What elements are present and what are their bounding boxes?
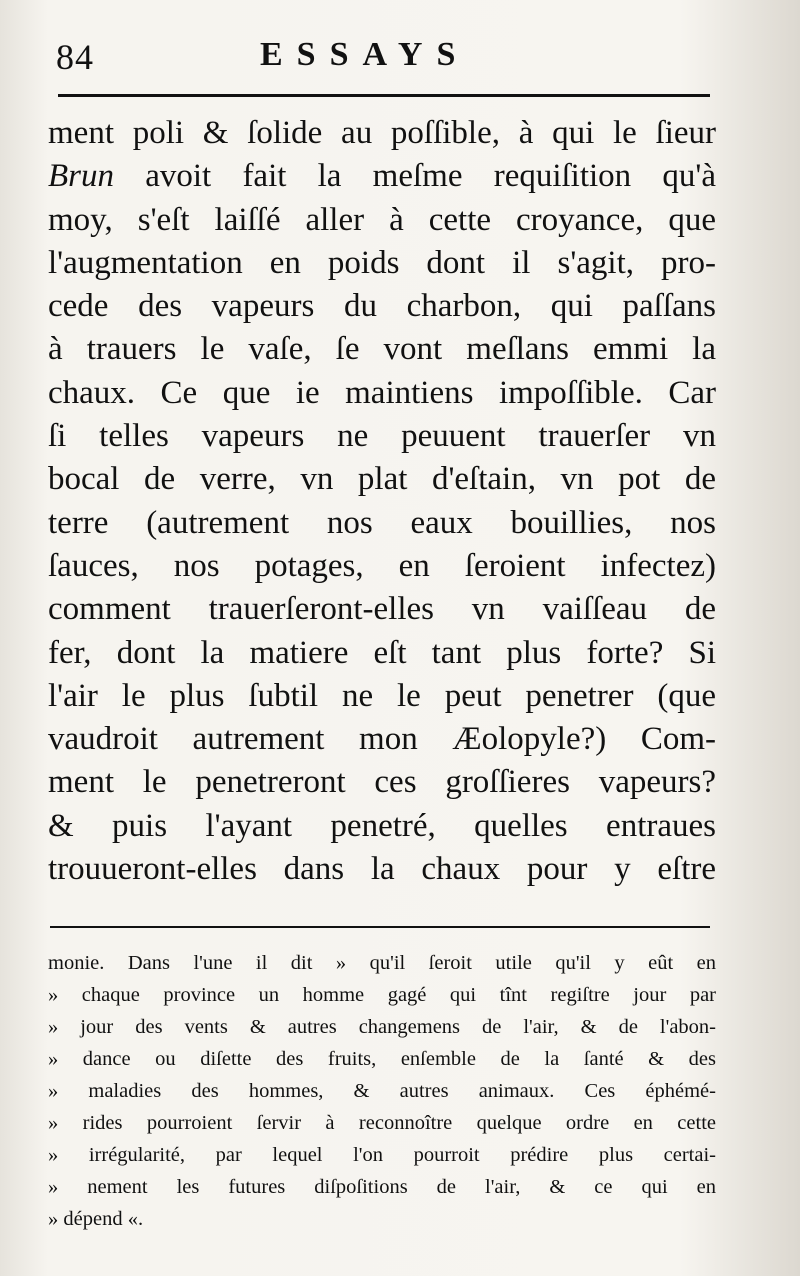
footnote-line: » dépend «.	[48, 1208, 144, 1230]
text-line: moy, s'eſt laiſſé aller à cette croyance, que	[48, 201, 716, 238]
text-line: vaudroit autrement mon Æolopyle?) Com-	[48, 721, 716, 758]
page-header	[50, 36, 720, 86]
italic-name: Brun	[48, 158, 114, 195]
text-line: ment poli & ſolide au poſſible, à qui le ſieur	[48, 115, 716, 151]
footnote-rule	[50, 926, 710, 928]
footnote-line: » jour des vents & autres changemens de l'air, & de l'abon-	[48, 1016, 716, 1038]
text-line-rest: avoit fait la meſme requiſition qu'à	[145, 158, 716, 195]
footnote-line: » rides pourroient ſervir à reconnoître quelque ordre en cette	[48, 1112, 716, 1134]
text-line: l'air le plus ſubtil ne le peut penetrer (que	[48, 677, 716, 714]
text-line: bocal de verre, vn plat d'eſtain, vn pot de	[48, 461, 716, 498]
footnote	[48, 947, 716, 1235]
text-line: ſi telles vapeurs ne peuuent trauerſer vn	[48, 418, 716, 455]
text-line: terre (autrement nos eaux bouillies, nos	[48, 504, 716, 541]
footnote-line: » chaque province un homme gagé qui tînt regiſtre jour par	[48, 984, 716, 1006]
footnote-line: » dance ou diſette des fruits, enſemble de la ſanté & des	[48, 1048, 716, 1070]
text-line: & puis l'ayant penetré, quelles entraues	[48, 807, 716, 844]
footnote-line: » maladies des hommes, & autres animaux. Ces éphémé-	[48, 1080, 716, 1102]
running-title: ESSAYS	[260, 36, 470, 73]
text-line: l'augmentation en poids dont il s'agit, pro-	[48, 244, 716, 281]
text-line: fer, dont la matiere eſt tant plus forte? Si	[48, 634, 716, 671]
text-line: comment trauerſeront-elles vn vaiſſeau de	[48, 591, 716, 628]
text-line: ment le penetreront ces groſſieres vapeurs?	[48, 764, 716, 801]
header-rule	[58, 94, 710, 97]
text-line: cede des vapeurs du charbon, qui paſſans	[48, 288, 716, 325]
main-text	[48, 112, 716, 891]
text-line: à trauers le vaſe, ſe vont meſlans emmi la	[48, 331, 716, 368]
page-number: 84	[56, 37, 94, 77]
text-line: trouueront-elles dans la chaux pour y eſtre	[48, 851, 716, 888]
text-line	[48, 155, 716, 198]
text-line: chaux. Ce que ie maintiens impoſſible. Car	[48, 374, 716, 411]
text-line: ſauces, nos potages, en ſeroient infectez)	[48, 547, 716, 584]
footnote-line: » irrégularité, par lequel l'on pourroit prédire plus certai-	[48, 1144, 716, 1166]
footnote-line: » nement les futures diſpoſitions de l'air, & ce qui en	[48, 1176, 716, 1198]
footnote-line: monie. Dans l'une il dit » qu'il ſeroit utile qu'il y eût en	[48, 952, 716, 974]
